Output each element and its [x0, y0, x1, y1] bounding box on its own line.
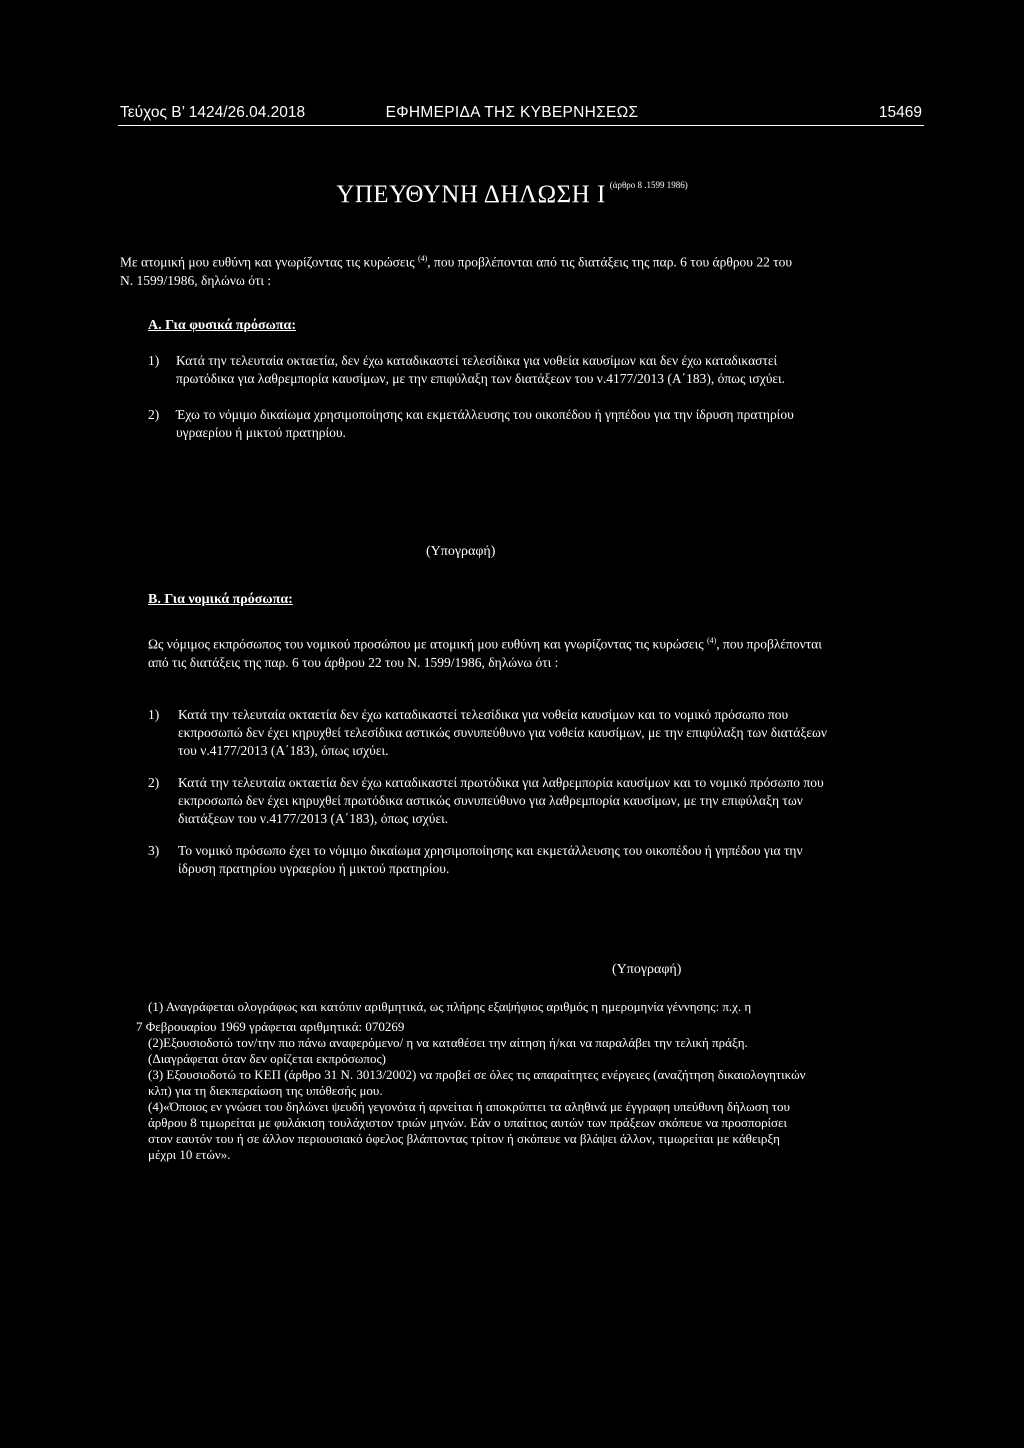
- item-number: 2): [148, 775, 160, 790]
- signature-b: (Υπογραφή): [612, 962, 682, 977]
- section-b-intro: [148, 632, 904, 672]
- section-b-item-2: [148, 774, 908, 830]
- item-line: Έχω το νόμιμο δικαίωμα χρησιμοποίησης και εκμετάλλευσης του οικοπέδου ή γηπέδου για την ίδρυση πρατηρίου: [176, 407, 794, 422]
- footnote-2-line-2: (Διαγράφεται όταν δεν ορίζεται εκπρόσωπος): [148, 1051, 386, 1066]
- item-text: [178, 842, 908, 878]
- title-text: ΥΠΕΥΘΥΝΗ ΔΗΛΩΣΗ Ι: [336, 181, 606, 208]
- section-b-intro-line-1: [148, 632, 904, 654]
- footnote-4-line-3: στον εαυτόν του ή σε άλλον περιουσιακό όφελος βλάπτοντας τρίτον ή σκόπευε να βλάψει άλλον, τιμωρείται με κάθειρξη: [148, 1131, 780, 1146]
- section-a-item-1: [148, 352, 908, 392]
- section-b-intro-sup: (4): [706, 636, 717, 645]
- item-text: [178, 706, 908, 760]
- item-line: πρωτόδικα για λαθρεμπορία καυσίμων, με την επιφύλαξη των διατάξεων του ν.4177/2013 (Α΄183), όπως ισχύει.: [176, 371, 786, 386]
- footnote-1-line-2: 7 Φεβρουαρίου 1969 γράφεται αριθμητικά: 070269: [136, 1019, 405, 1034]
- section-b-intro-text-2: , που προβλέπονται: [716, 636, 822, 652]
- intro-line-1: [120, 250, 904, 272]
- item-line: Το νομικό πρόσωπο έχει το νόμιμο δικαίωμα χρησιμοποίησης και εκμετάλλευσης του οικοπέδου ή γηπέδου για την: [178, 843, 803, 858]
- section-b-heading: Β. Για νομικά πρόσωπα:: [148, 592, 293, 607]
- item-number: 1): [148, 707, 160, 722]
- item-text: [176, 352, 908, 388]
- item-number: 1): [148, 353, 160, 368]
- item-line: εκπροσωπώ δεν έχει κηρυχθεί πρωτόδικα αστικώς συνυπεύθυνο για λαθρεμπορία καυσίμων, με την επιφύλαξη των: [178, 793, 803, 808]
- footnote-3-line-2: κλπ) για τη διεκπεραίωση της υπόθεσής μου.: [148, 1083, 383, 1098]
- intro-paragraph: [120, 250, 904, 290]
- issue-number: Τεύχος Β’ 1424/26.04.2018: [120, 104, 306, 121]
- intro-line-2: Ν. 1599/1986, δηλώνω ότι :: [120, 272, 272, 288]
- section-b-intro-line-2: από τις διατάξεις της παρ. 6 του άρθρου 22 του Ν. 1599/1986, δηλώνω ότι :: [148, 654, 559, 670]
- journal-title: ΕΦΗΜΕΡΙΔΑ ΤΗΣ ΚΥΒΕΡΝΗΣΕΩΣ: [385, 104, 639, 121]
- item-number: 3): [148, 843, 160, 858]
- footnote-3-line-1: (3) Εξουσιοδοτώ το ΚΕΠ (άρθρο 31 Ν. 3013/2002) να προβεί σε όλες τις απαραίτητες ενέργειες (αναζήτηση δικαιολογητικών: [148, 1067, 806, 1082]
- intro-sup: (4): [417, 254, 428, 263]
- item-text: [178, 774, 908, 828]
- footnote-2-line-1: (2)Εξουσιοδοτώ τον/την πιο πάνω αναφερόμενο/ η να καταθέσει την αίτηση ή/και να παραλάβει την τελική πράξη.: [148, 1035, 748, 1050]
- header-rule: [118, 125, 924, 126]
- item-line: του ν.4177/2013 (Α΄183), όπως ισχύει.: [178, 743, 389, 758]
- item-number: 2): [148, 407, 160, 422]
- section-b-item-3: [148, 842, 908, 882]
- section-a-heading: Α. Για φυσικά πρόσωπα:: [148, 318, 296, 333]
- signature-a: (Υπογραφή): [426, 544, 496, 559]
- title-note: (άρθρο 8 .1599 1986): [609, 180, 688, 190]
- item-line: εκπροσωπώ δεν έχει κηρυχθεί τελεσίδικα αστικώς συνυπεύθυνο για νοθεία καυσίμων, με την επιφύλαξη των διατάξεων: [178, 725, 828, 740]
- document-title: [0, 180, 1024, 209]
- section-b-intro-text: Ως νόμιμος εκπρόσωπος του νομικού προσώπου με ατομική μου ευθύνη και γνωρίζοντας τις κυρώσεις: [148, 636, 707, 652]
- item-line: Κατά την τελευταία οκταετία δεν έχω καταδικαστεί πρωτόδικα για λαθρεμπορία καυσίμων και το νομικό πρόσωπο που: [178, 775, 824, 790]
- item-text: [176, 406, 908, 442]
- item-line: Κατά την τελευταία οκταετία, δεν έχω καταδικαστεί τελεσίδικα για νοθεία καυσίμων και δεν έχω καταδικαστεί: [176, 353, 778, 368]
- intro-text: Με ατομική μου ευθύνη και γνωρίζοντας τις κυρώσεις: [120, 254, 418, 270]
- footnote-4-line-1: (4)«Όποιος εν γνώσει του δηλώνει ψευδή γεγονότα ή αρνείται ή αποκρύπτει τα αληθινά με έγγραφη υπεύθυνη δήλωση του: [148, 1099, 790, 1114]
- item-line: Κατά την τελευταία οκταετία δεν έχω καταδικαστεί τελεσίδικα για νοθεία καυσίμων και το νομικό πρόσωπο που: [178, 707, 789, 722]
- item-line: υγραερίου ή μικτού πρατηρίου.: [176, 425, 346, 440]
- section-b-item-1: [148, 706, 908, 762]
- section-a-item-2: [148, 406, 908, 446]
- footnote-1-line-1: (1) Αναγράφεται ολογράφως και κατόπιν αριθμητικά, ως πλήρης εξαψήφιος αριθμός η ημερομηνία γέννησης: π.χ. η: [148, 999, 752, 1014]
- item-line: διατάξεων του ν.4177/2013 (Α΄183), όπως ισχύει.: [178, 811, 449, 826]
- intro-text-2: , που προβλέπονται από τις διατάξεις της παρ. 6 του άρθρου 22 του: [427, 254, 793, 270]
- page-number: 15469: [878, 104, 922, 121]
- footnote-4-line-4: μέχρι 10 ετών».: [148, 1147, 231, 1162]
- item-line: ίδρυση πρατηρίου υγραερίου ή μικτού πρατηρίου.: [178, 861, 450, 876]
- footnote-4-line-2: άρθρου 8 τιμωρείται με φυλάκιση τουλάχιστον τριών μηνών. Εάν ο υπαίτιος αυτών των πράξεων σκόπευε να προσπορίσει: [148, 1115, 788, 1130]
